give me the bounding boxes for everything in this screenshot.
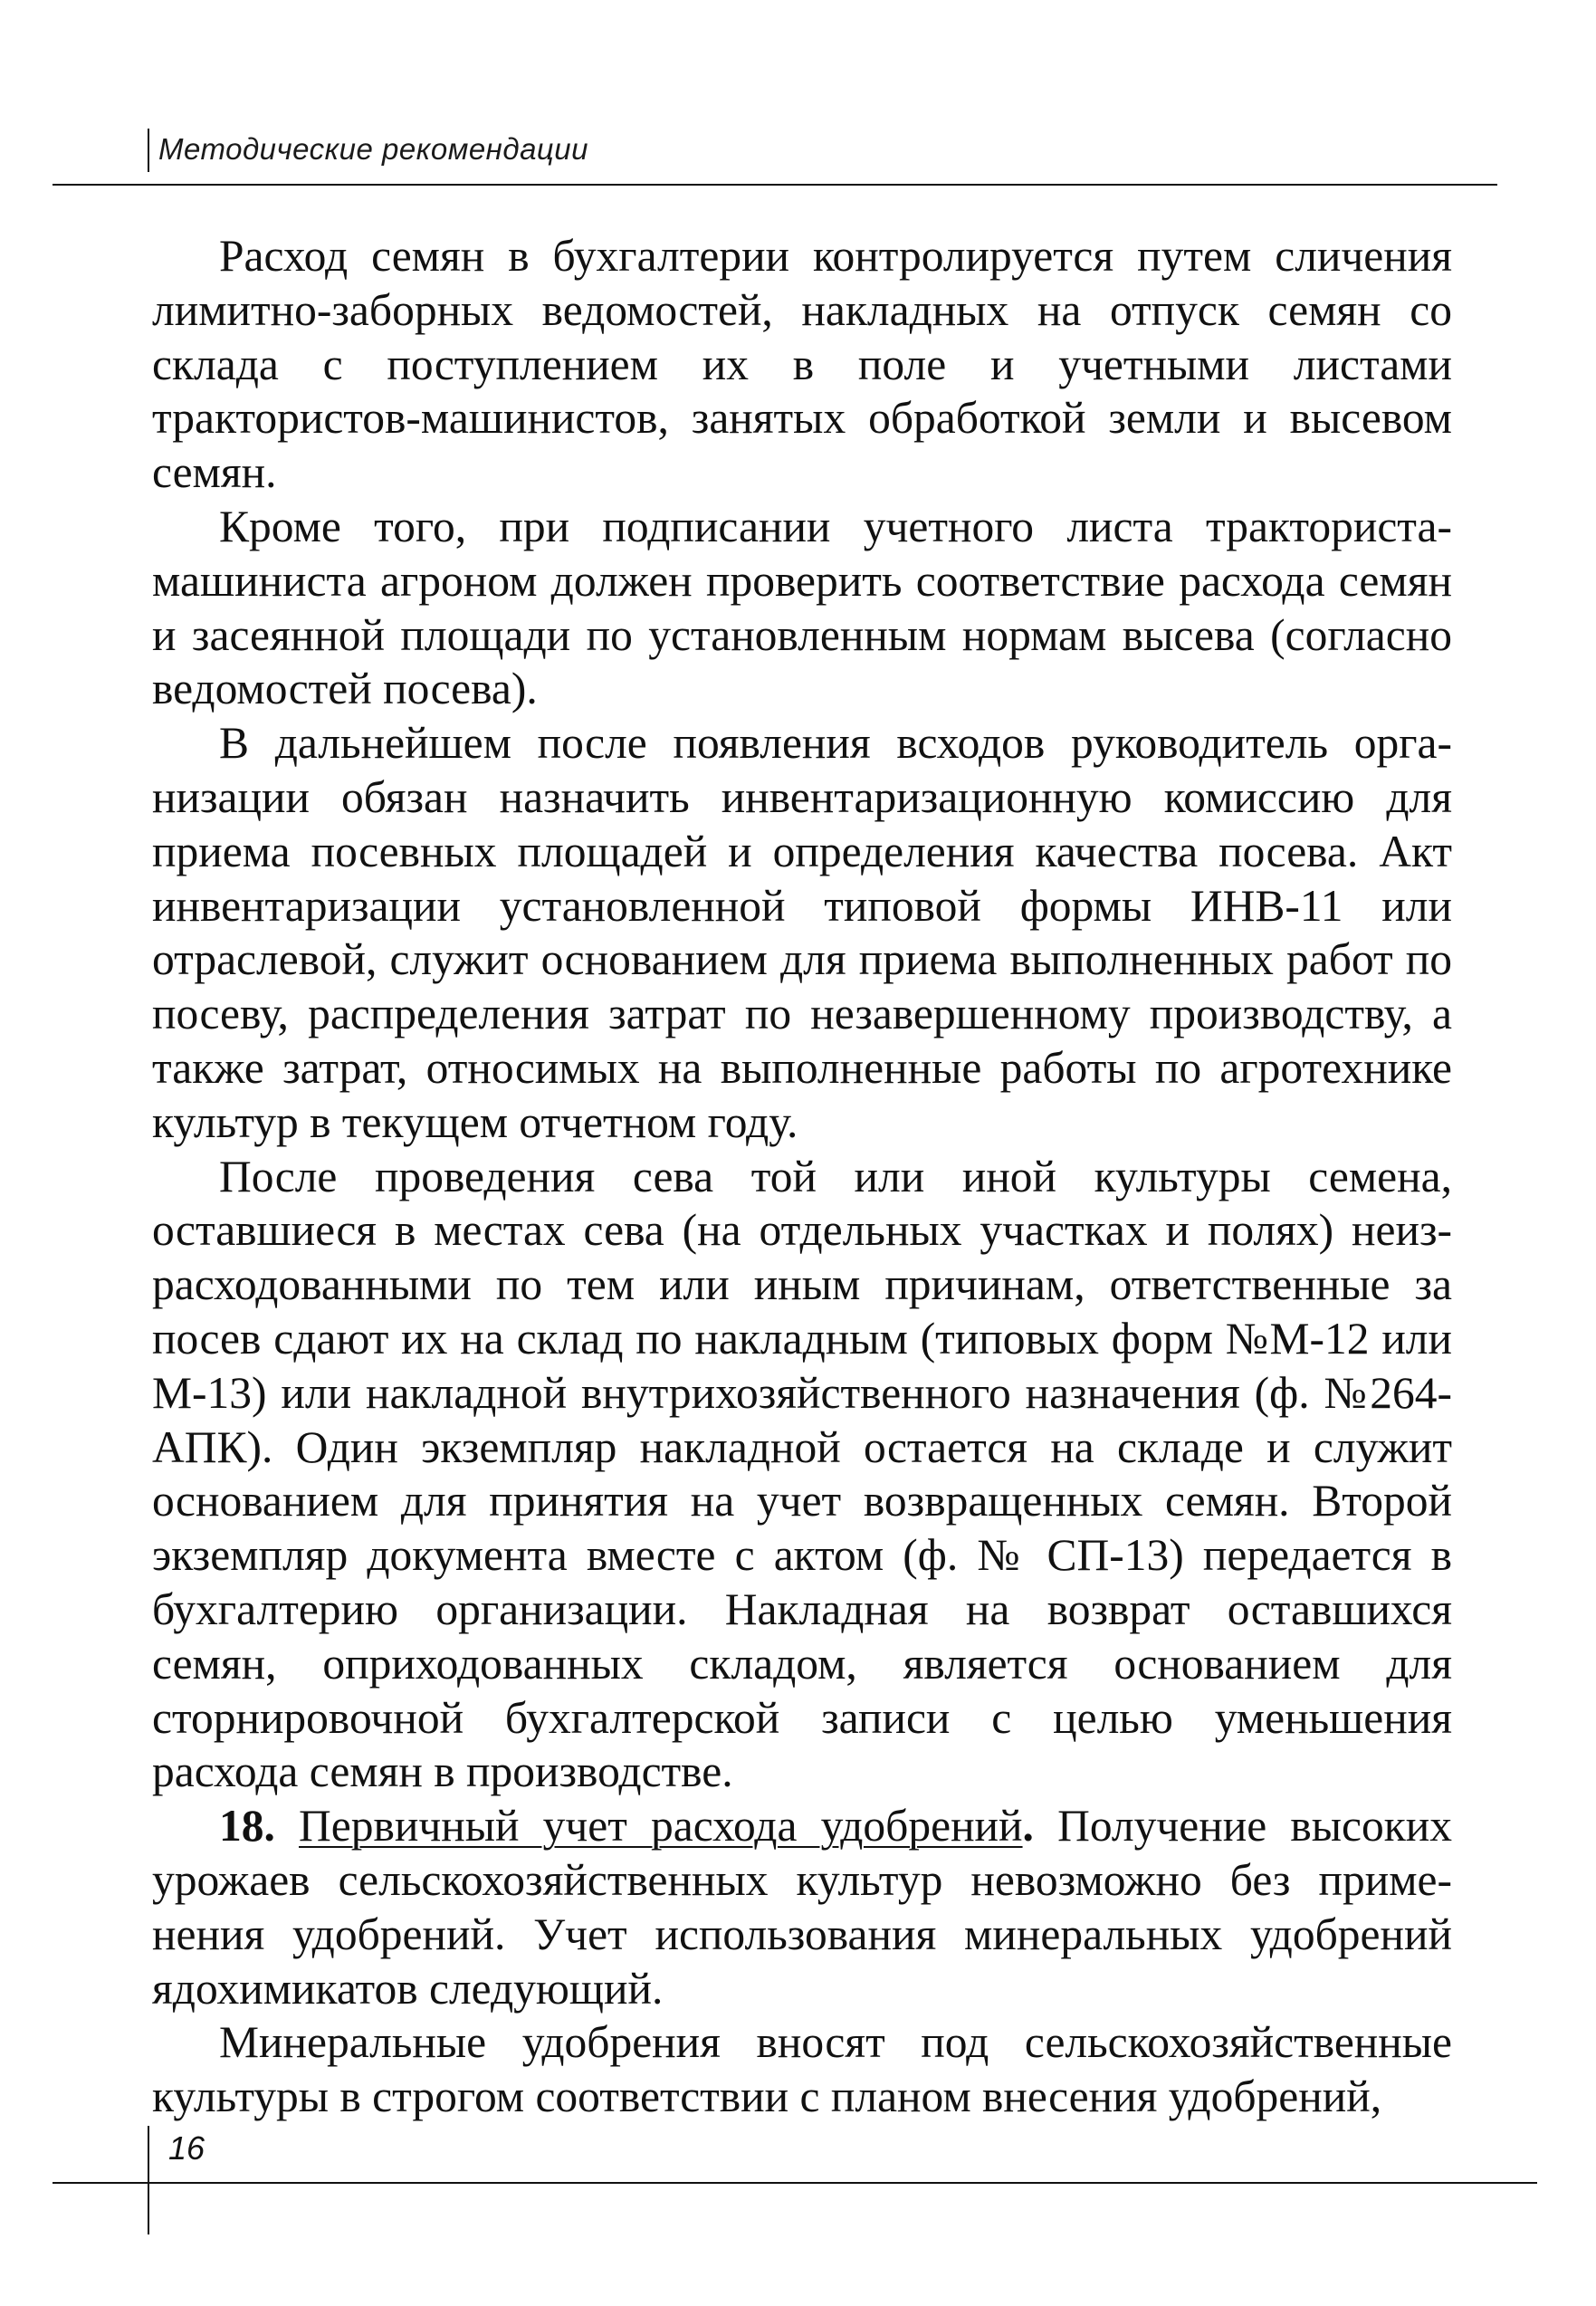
footer-rule	[53, 2182, 1537, 2184]
section-text: Получение высоких урожаев сельскохозяйственных культур невозможно без применения удобрений. Учет использования минеральных удобрений ядохимикатов следующий.	[152, 1801, 1452, 2014]
header-rule	[53, 184, 1497, 186]
paragraph-inventory-commission: В дальнейшем после появления всходов руководитель организации обязан назначить инвентаризационную комиссию для приема посевных площадей и определения качества посева. Акт инвентаризации установленной типовой формы ИНВ-11 или отраслевой, служит основанием для приема выполненных работ по посеву, распределения затрат по незавершенному производству, а также затрат, относимых на выполненные работы по агротехнике культур в текущем отчетном году.	[152, 718, 1452, 1147]
page-number: 16	[168, 2129, 205, 2167]
section-18-paragraph	[152, 1799, 1452, 2015]
section-title-period: .	[1022, 1801, 1034, 1851]
section-title: Первичный учет расхода удобрений	[299, 1801, 1023, 1851]
page-body	[152, 229, 1452, 2124]
paragraph-unused-seeds-return: После проведения сева той или иной культуры семена, оставшиеся в местах сева (на отдельных участках и полях) неизрасходованными по тем или иным причинам, ответственные за посев сдают их на склад по накладным (типовых форм №М-12 или М-13) или накладной внутрихозяйственного назначения (ф. №264-АПК). Один экземпляр накладной остается на складе и служит основанием для принятия на учет возвращенных семян. Второй экземпляр документа вместе с актом (ф. № СП-13) передается в бухгалтерию организации. Накладная на возврат оставшихся семян, оприходованных складом, является основанием для сторнировочной бухгалтерской записи с целью уменьшения расхода семян в производстве.	[152, 1151, 1452, 1797]
header-tick-mark	[148, 129, 149, 172]
footer-tick-mark	[148, 2126, 149, 2234]
running-header-title: Методические рекомендации	[158, 132, 588, 166]
paragraph-seed-consumption-control: Расход семян в бухгалтерии контролируется путем сличения лимитно-заборных ведомостей, накладных на отпуск семян со склада с поступлением их в поле и учетными листами трактористов-машинистов, занятых обработкой земли и высевом семян.	[152, 231, 1452, 498]
paragraph-mineral-fertilizers: Минеральные удобрения вносят под сельскохозяйственные культуры в строгом соответствии с планом внесения удобрений,	[152, 2017, 1452, 2122]
section-number: 18.	[219, 1801, 275, 1851]
paragraph-agronomist-check: Кроме того, при подписании учетного листа тракториста-машиниста агроном должен проверить соответствие расхода семян и засеянной площади по установленным нормам высева (согласно ведомостей посева).	[152, 501, 1452, 714]
